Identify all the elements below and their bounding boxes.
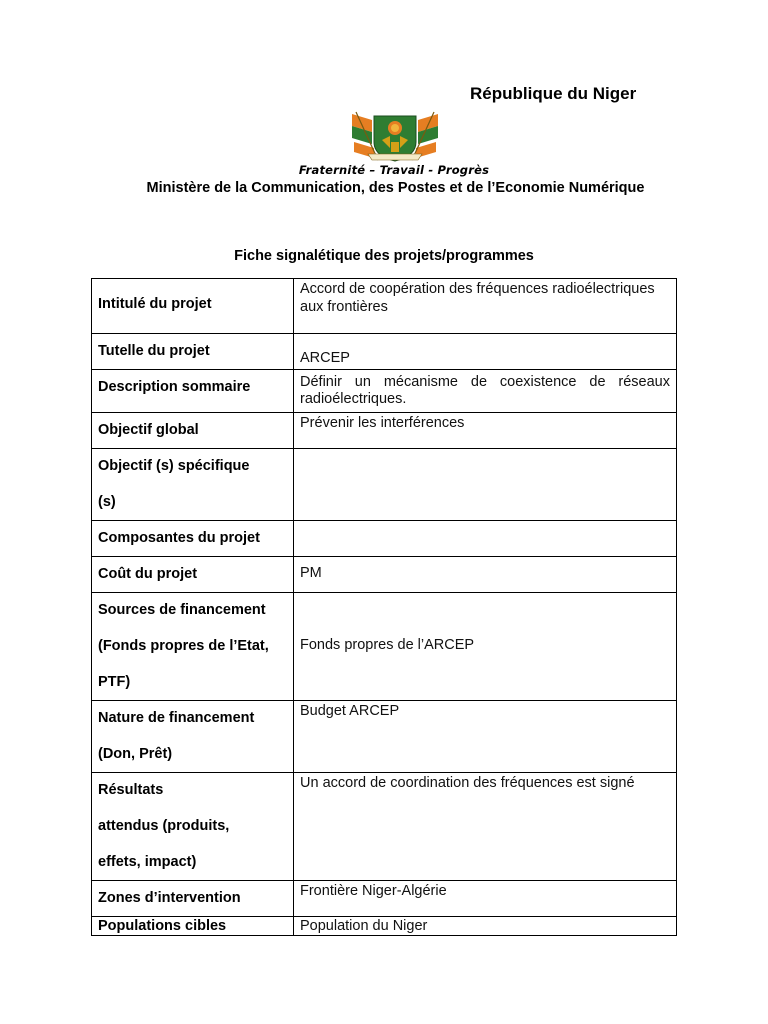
row-label: Nature de financement (Don, Prêt) xyxy=(92,701,294,773)
table-row-objectif-specifique xyxy=(92,449,677,521)
table-row-zones xyxy=(92,881,677,917)
table-row-cout xyxy=(92,557,677,593)
national-motto: Fraternité – Travail - Progrès xyxy=(298,163,490,177)
row-label: Tutelle du projet xyxy=(92,334,294,370)
table-row-objectif-global xyxy=(92,413,677,449)
row-label: Objectif (s) spécifique (s) xyxy=(92,449,294,521)
row-value: Fonds propres de l’ARCEP xyxy=(294,593,677,701)
row-value: Prévenir les interférences xyxy=(294,413,677,449)
row-value: Frontière Niger-Algérie xyxy=(294,881,677,917)
row-label: Zones d’intervention xyxy=(92,881,294,917)
row-value: Population du Niger xyxy=(294,917,677,936)
row-label: Composantes du projet xyxy=(92,521,294,557)
table-row-sources-financement xyxy=(92,593,677,701)
country-heading: République du Niger xyxy=(470,84,637,103)
row-label: Populations cibles xyxy=(92,917,294,936)
table-row-nature-financement xyxy=(92,701,677,773)
row-label: Coût du projet xyxy=(92,557,294,593)
row-label: Sources de financement (Fonds propres de l’Etat, PTF) xyxy=(92,593,294,701)
row-value: PM xyxy=(294,557,677,593)
table-row-tutelle xyxy=(92,334,677,370)
row-value: Un accord de coordination des fréquences est signé xyxy=(294,773,677,881)
row-label: Objectif global xyxy=(92,413,294,449)
row-value xyxy=(294,449,677,521)
row-value: Définir un mécanisme de coexistence de réseaux radioélectriques. xyxy=(294,370,677,413)
coat-of-arms-of-niger-emblem xyxy=(346,108,444,164)
ministry-heading: Ministère de la Communication, des Postes et de l’Economie Numérique xyxy=(146,180,645,196)
row-label: Intitulé du projet xyxy=(92,279,294,334)
table-row-intitule xyxy=(92,279,677,334)
table-row-composantes xyxy=(92,521,677,557)
table-row-description xyxy=(92,370,677,413)
table-row-populations xyxy=(92,917,677,936)
table-row-resultats xyxy=(92,773,677,881)
row-value xyxy=(294,521,677,557)
project-info-table xyxy=(91,278,677,936)
row-value: Accord de coopération des fréquences radioélectriques aux frontières xyxy=(294,279,677,334)
row-label: Résultats attendus (produits, effets, impact) xyxy=(92,773,294,881)
row-value: ARCEP xyxy=(294,334,677,370)
row-label: Description sommaire xyxy=(92,370,294,413)
document-title: Fiche signalétique des projets/programmes xyxy=(234,248,534,264)
row-value: Budget ARCEP xyxy=(294,701,677,773)
